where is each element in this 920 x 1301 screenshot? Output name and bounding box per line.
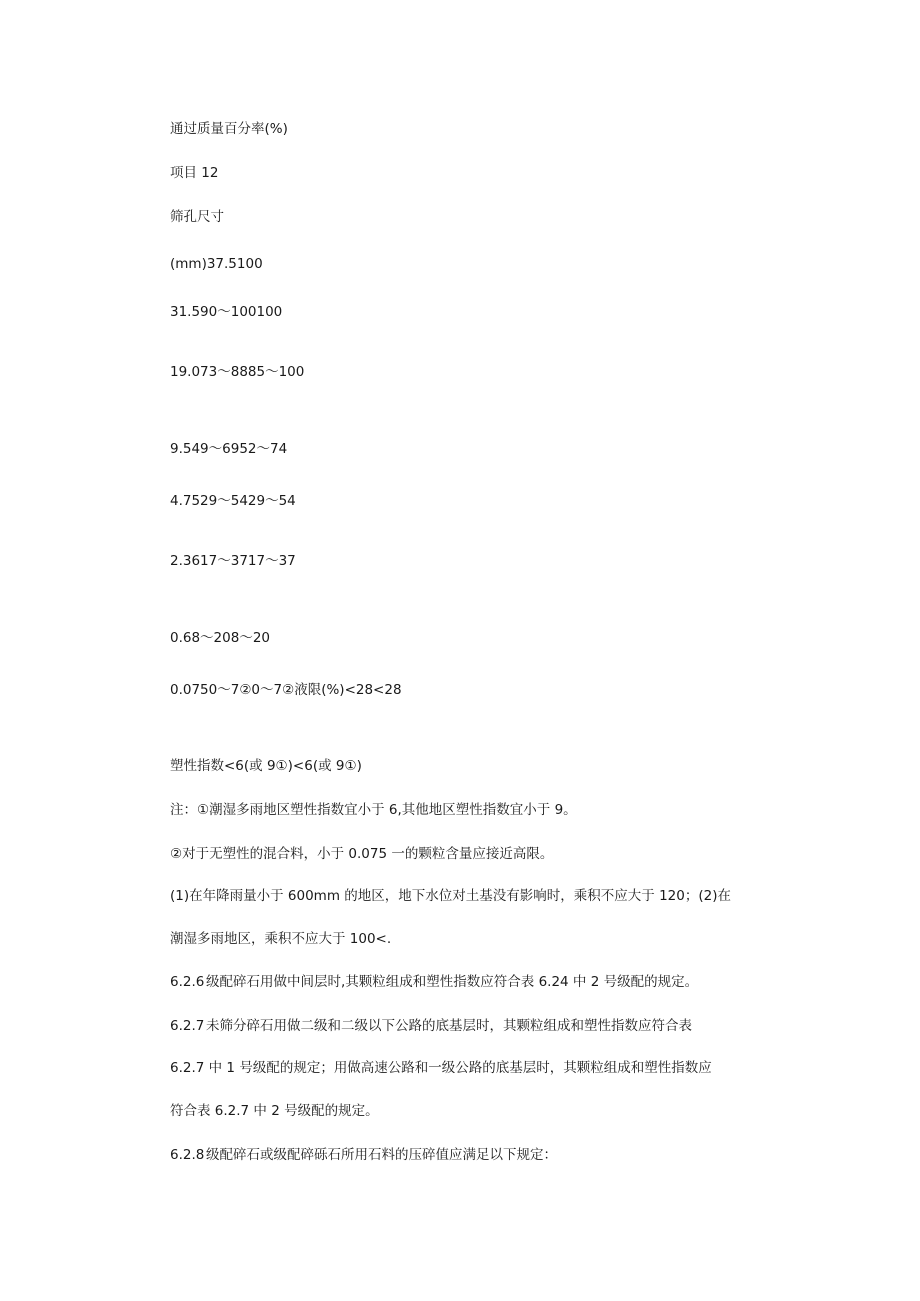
paragraph-line-2: 潮湿多雨地区，乘积不应大于 100<. bbox=[170, 931, 392, 947]
table-header-sieve: 筛孔尺寸 bbox=[170, 209, 224, 225]
table-row-0-075: 0.0750～7②0～7②液限(%)<28<28 bbox=[170, 682, 402, 698]
table-header-item: 项目 12 bbox=[170, 165, 219, 181]
table-row-4-75: 4.7529～5429～54 bbox=[170, 493, 296, 509]
section-number: 6.2.7 bbox=[170, 1018, 205, 1034]
section-text: 级配碎石用做中间层时,其颗粒组成和塑性指数应符合表 6.24 中 2 号级配的规定。 bbox=[206, 974, 699, 990]
section-text: 级配碎石或级配碎砾石所用石料的压碎值应满足以下规定： bbox=[206, 1147, 557, 1163]
note-1: 注：①潮湿多雨地区塑性指数宜小于 6,其他地区塑性指数宜小于 9。 bbox=[170, 802, 577, 818]
table-row-9-5: 9.549～6952～74 bbox=[170, 441, 288, 457]
section-6-2-7-continued-1: 6.2.7 中 1 号级配的规定；用做高速公路和一级公路的底基层时，其颗粒组成和塑性指数应 bbox=[170, 1060, 712, 1076]
table-row-plasticity: 塑性指数<6(或 9①)<6(或 9①) bbox=[170, 758, 362, 774]
paragraph-line-1: (1)在年降雨量小于 600mm 的地区，地下水位对土基没有影响时，乘积不应大于 120；(2)在 bbox=[170, 888, 731, 904]
note-2: ②对于无塑性的混合料，小于 0.075 一的颗粒含量应接近高限。 bbox=[170, 846, 554, 862]
table-row-19-0: 19.073～8885～100 bbox=[170, 364, 305, 380]
section-6-2-6 bbox=[170, 972, 698, 992]
section-number: 6.2.8 bbox=[170, 1147, 205, 1163]
section-6-2-8 bbox=[170, 1145, 557, 1165]
table-header-pass-rate: 通过质量百分率(%) bbox=[170, 121, 288, 137]
section-6-2-7-continued-2: 符合表 6.2.7 中 2 号级配的规定。 bbox=[170, 1103, 379, 1119]
table-row-37-5: (mm)37.5100 bbox=[170, 256, 263, 272]
table-row-31-5: 31.590～100100 bbox=[170, 304, 283, 320]
section-6-2-7 bbox=[170, 1016, 692, 1036]
section-text: 未筛分碎石用做二级和二级以下公路的底基层时，其颗粒组成和塑性指数应符合表 bbox=[206, 1018, 692, 1034]
section-number: 6.2.6 bbox=[170, 974, 205, 990]
table-row-2-36: 2.3617～3717～37 bbox=[170, 553, 296, 569]
table-row-0-6: 0.68～208～20 bbox=[170, 630, 271, 646]
